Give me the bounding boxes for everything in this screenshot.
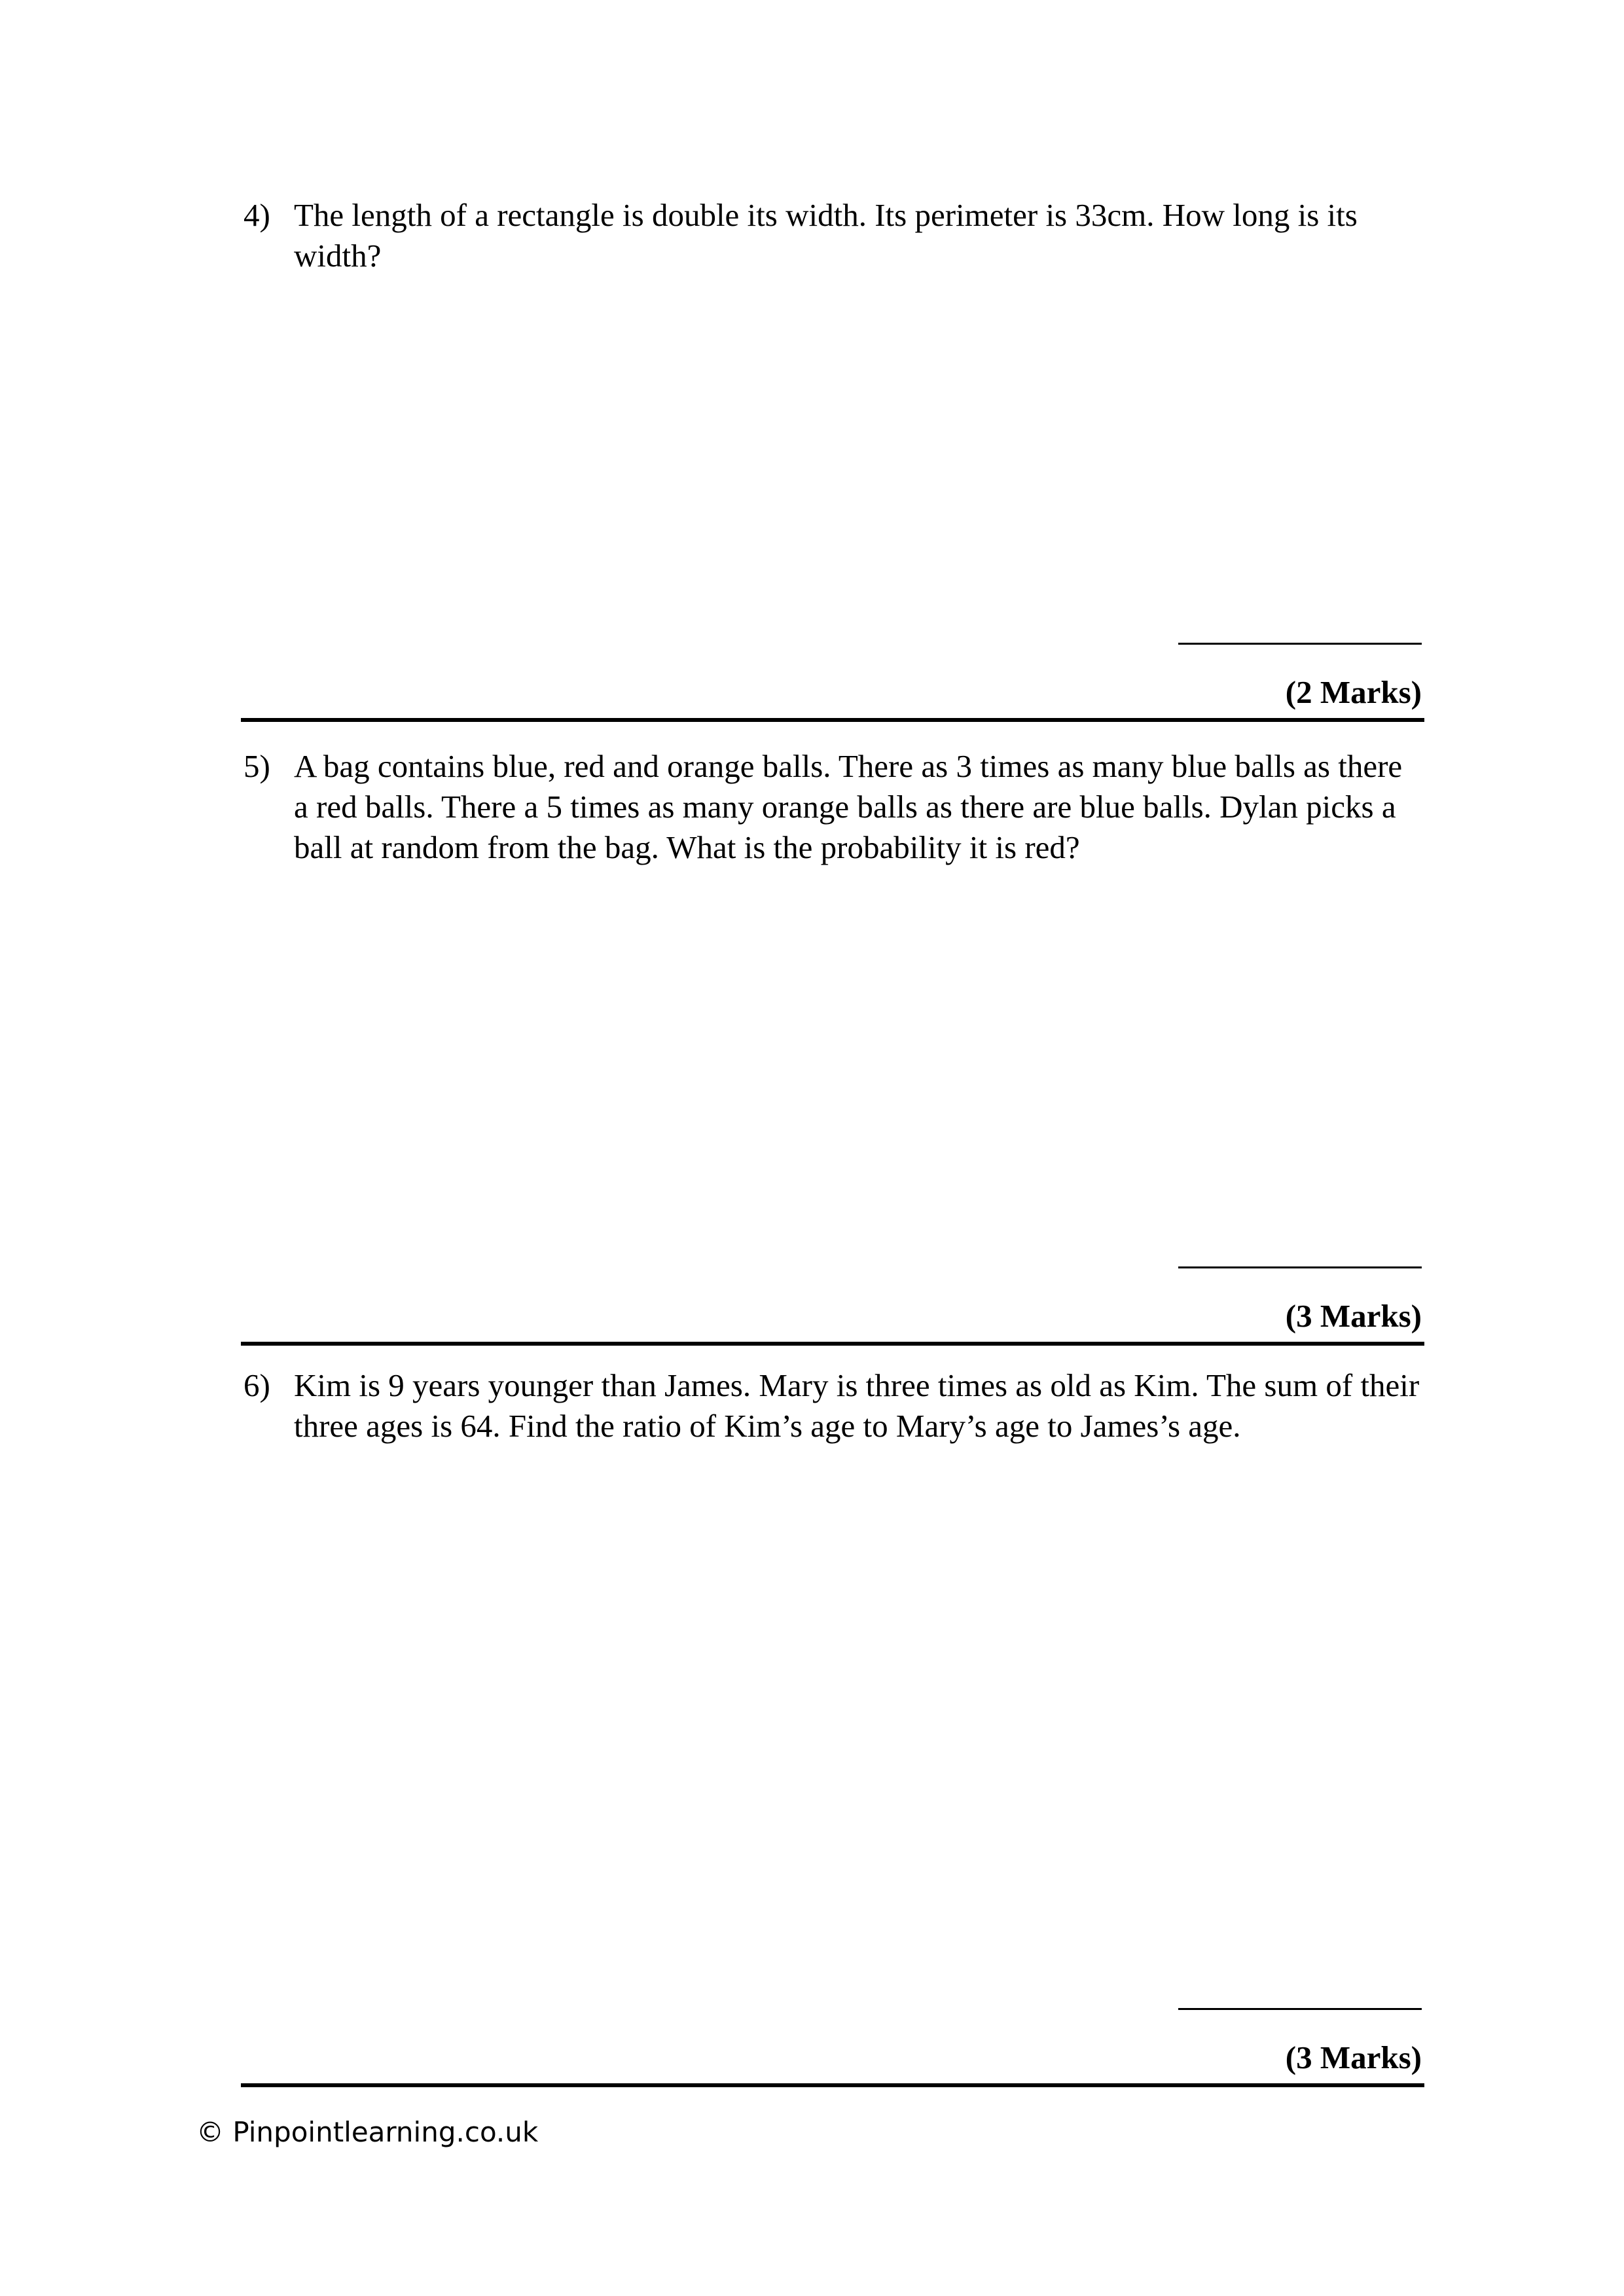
question-text: Kim is 9 years younger than James. Mary is three times as old as Kim. The sum of their three ages is 64. Find the ratio of Kim’s age to Mary’s age to James’s age. xyxy=(294,1367,1420,1444)
question-text: A bag contains blue, red and orange balls. There as 3 times as many blue balls as there a red balls. There a 5 times as many orange balls as there are blue balls. Dylan picks a ball at random from the bag. What is the probability it is red? xyxy=(294,748,1403,865)
question-number: 6) xyxy=(244,1367,270,1403)
question-number: 4) xyxy=(244,197,270,233)
answer-line xyxy=(1178,643,1422,645)
marks-label: (3 Marks) xyxy=(1285,1298,1422,1334)
section-divider xyxy=(241,2083,1424,2087)
question-text: The length of a rectangle is double its width. Its perimeter is 33cm. How long is its width? xyxy=(294,197,1358,274)
question-6 xyxy=(244,1365,1422,1446)
marks-label: (3 Marks) xyxy=(1285,2039,1422,2075)
section-divider xyxy=(241,1342,1424,1346)
answer-line xyxy=(1178,2008,1422,2010)
question-number: 5) xyxy=(244,748,270,784)
footer-copyright: © Pinpointlearning.co.uk xyxy=(196,2116,539,2148)
marks-label: (2 Marks) xyxy=(1285,674,1422,710)
question-5 xyxy=(244,746,1422,868)
answer-line xyxy=(1178,1266,1422,1268)
question-4 xyxy=(244,195,1422,276)
section-divider xyxy=(241,718,1424,722)
